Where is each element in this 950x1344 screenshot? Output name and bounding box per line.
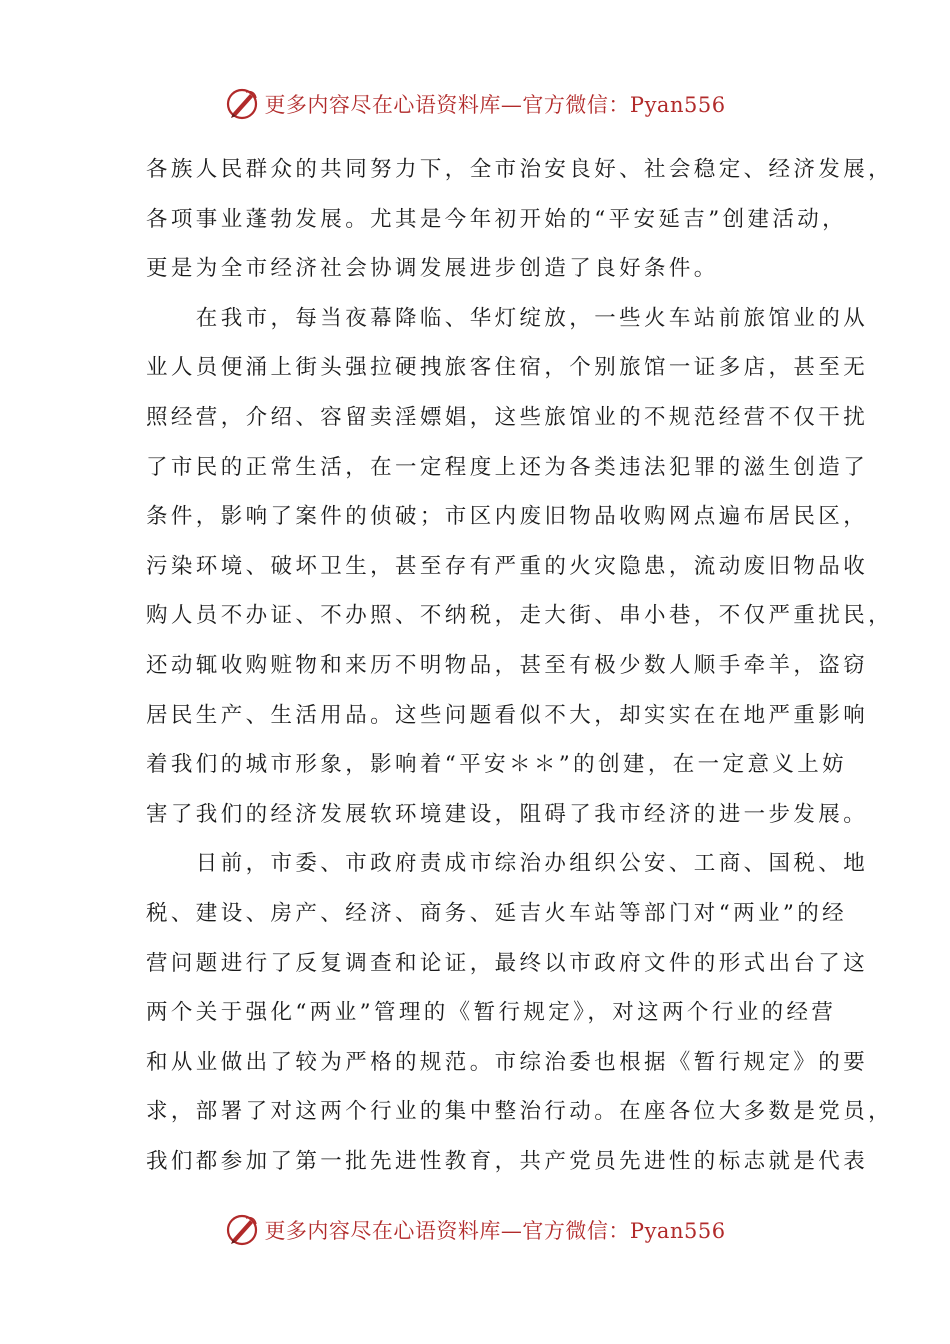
pen-logo-icon <box>224 86 260 122</box>
footer-banner-text: 更多内容尽在心语资料库—官方微信：Pyan556 <box>264 1219 726 1243</box>
body-line: 还动辄收购赃物和来历不明物品，甚至有极少数人顺手牵羊，盗窃 <box>146 652 869 678</box>
body-line: 照经营，介绍、容留卖淫嫖娼，这些旅馆业的不规范经营不仅干扰 <box>146 404 869 430</box>
body-line: 条件，影响了案件的侦破；市区内废旧物品收购网点遍布居民区， <box>146 504 869 530</box>
body-line: 购人员不办证、不办照、不纳税，走大街、串小巷，不仅严重扰民， <box>146 603 894 629</box>
header-banner-text: 更多内容尽在心语资料库—官方微信：Pyan556 <box>264 93 726 117</box>
header-banner <box>0 82 950 126</box>
pen-logo-icon <box>224 1212 260 1248</box>
body-line: 业人员便涌上街头强拉硬拽旅客住宿，个别旅馆一证多店，甚至无 <box>146 355 869 381</box>
body-line: 在我市，每当夜幕降临、华灯绽放，一些火车站前旅馆业的从 <box>146 305 869 331</box>
body-line: 各族人民群众的共同努力下，全市治安良好、社会稳定、经济发展， <box>146 157 894 182</box>
body-line: 了市民的正常生活，在一定程度上还为各类违法犯罪的滋生创造了 <box>146 454 869 480</box>
body-line: 税、建设、房产、经济、商务、延吉火车站等部门对“两业”的经 <box>146 900 848 926</box>
body-line: 着我们的城市形象，影响着“平安＊＊”的创建，在一定意义上妨 <box>146 752 848 778</box>
body-line: 营问题进行了反复调查和论证，最终以市政府文件的形式出台了这 <box>146 950 869 976</box>
document-body <box>146 152 894 1193</box>
body-line: 和从业做出了较为严格的规范。市综治委也根据《暂行规定》的要 <box>146 1049 869 1075</box>
body-line: 我们都参加了第一批先进性教育，共产党员先进性的标志就是代表 <box>146 1148 869 1174</box>
body-line: 求，部署了对这两个行业的集中整治行动。在座各位大多数是党员， <box>146 1099 894 1125</box>
body-line: 污染环境、破坏卫生，甚至存有严重的火灾隐患，流动废旧物品收 <box>146 553 869 579</box>
body-line: 两个关于强化“两业”管理的《暂行规定》，对这两个行业的经营 <box>146 1000 837 1026</box>
footer-banner <box>0 1208 950 1252</box>
body-line: 居民生产、生活用品。这些问题看似不大，却实实在在地严重影响 <box>146 702 869 728</box>
body-line: 日前，市委、市政府责成市综治办组织公安、工商、国税、地 <box>146 851 869 877</box>
body-line: 各项事业蓬勃发展。尤其是今年初开始的“平安延吉”创建活动， <box>146 206 848 232</box>
body-line: 害了我们的经济发展软环境建设，阻碍了我市经济的进一步发展。 <box>146 801 869 827</box>
body-line: 更是为全市经济社会协调发展进步创造了良好条件。 <box>146 256 719 282</box>
